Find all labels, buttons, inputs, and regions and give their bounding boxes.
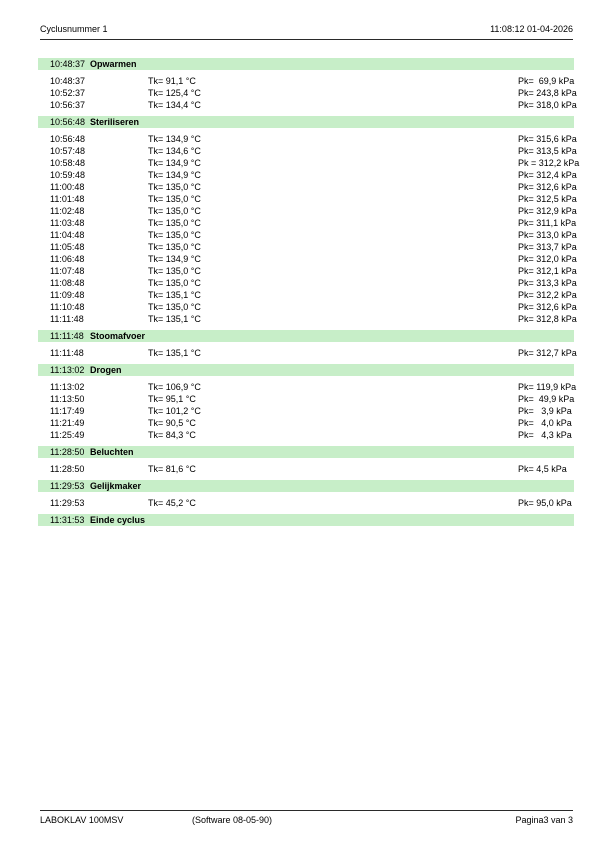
pressure-value: Pk= 312,8 kPa <box>518 314 577 324</box>
section-start-time: 11:31:53 <box>50 515 85 525</box>
pressure-value: Pk= 313,7 kPa <box>518 242 577 252</box>
temperature-value: Tk= 106,9 °C <box>148 382 201 392</box>
log-time: 11:17:49 <box>50 406 85 416</box>
section-start-time: 10:56:48 <box>50 117 86 127</box>
log-time: 11:06:48 <box>50 254 85 264</box>
log-row <box>38 301 577 313</box>
pressure-value: Pk= 243,8 kPa <box>518 88 577 98</box>
log-row <box>38 145 577 157</box>
log-time: 11:09:48 <box>50 290 85 300</box>
log-time: 10:56:48 <box>50 134 86 144</box>
log-time: 11:03:48 <box>50 218 85 228</box>
pressure-value: Pk= 312,1 kPa <box>518 266 577 276</box>
pressure-value: Pk= 312,7 kPa <box>518 348 577 358</box>
section-start-time: 11:13:02 <box>50 365 85 375</box>
report-datetime: 11:08:12 01-04-2026 <box>490 24 573 34</box>
temperature-value: Tk= 134,9 °C <box>148 254 201 264</box>
temperature-value: Tk= 135,0 °C <box>148 194 201 204</box>
log-section <box>38 58 577 111</box>
section-header <box>38 364 574 376</box>
temperature-value: Tk= 95,1 °C <box>148 394 196 404</box>
pressure-value: Pk= 312,2 kPa <box>518 290 577 300</box>
pressure-value: Pk= 4,0 kPa <box>518 418 572 428</box>
temperature-value: Tk= 45,2 °C <box>148 498 196 508</box>
pressure-value: Pk= 312,6 kPa <box>518 182 577 192</box>
log-row <box>38 229 577 241</box>
temperature-value: Tk= 135,0 °C <box>148 278 201 288</box>
log-row <box>38 313 577 325</box>
log-row <box>38 241 577 253</box>
temperature-value: Tk= 135,1 °C <box>148 290 201 300</box>
log-row <box>38 157 580 169</box>
section-rows <box>38 133 580 325</box>
log-row <box>38 417 574 429</box>
temperature-value: Tk= 135,0 °C <box>148 182 201 192</box>
pressure-value: Pk= 311,1 kPa <box>518 218 577 228</box>
log-time: 11:11:48 <box>50 314 84 324</box>
section-name: Einde cyclus <box>90 515 146 525</box>
section-start-time: 10:48:37 <box>50 59 86 69</box>
log-section <box>38 446 574 475</box>
pressure-value: Pk= 312,0 kPa <box>518 254 577 264</box>
pressure-value: Pk= 69,9 kPa <box>518 76 575 86</box>
pressure-value: Pk= 312,5 kPa <box>518 194 577 204</box>
section-name: Drogen <box>90 365 122 375</box>
log-time: 10:58:48 <box>50 158 86 168</box>
section-rows <box>38 381 577 441</box>
log-time: 11:10:48 <box>50 302 85 312</box>
log-time: 10:48:37 <box>50 76 86 86</box>
log-time: 11:01:48 <box>50 194 85 204</box>
temperature-value: Tk= 135,0 °C <box>148 266 201 276</box>
pressure-value: Pk= 119,9 kPa <box>518 382 577 392</box>
page-number: Pagina3 van 3 <box>515 815 573 825</box>
log-row <box>38 265 577 277</box>
temperature-value: Tk= 134,6 °C <box>148 146 201 156</box>
pressure-value: Pk= 3,9 kPa <box>518 406 572 416</box>
temperature-value: Tk= 135,0 °C <box>148 218 201 228</box>
section-name: Steriliseren <box>90 117 140 127</box>
temperature-value: Tk= 81,6 °C <box>148 464 196 474</box>
temperature-value: Tk= 135,0 °C <box>148 242 201 252</box>
section-name: Gelijkmaker <box>90 481 142 491</box>
log-time: 11:05:48 <box>50 242 85 252</box>
log-time: 11:08:48 <box>50 278 85 288</box>
log-time: 10:56:37 <box>50 100 86 110</box>
log-section <box>38 116 580 325</box>
cycle-number-title: Cyclusnummer 1 <box>40 24 108 34</box>
log-row <box>38 169 577 181</box>
pressure-value: Pk= 95,0 kPa <box>518 498 572 508</box>
log-row <box>38 347 577 359</box>
pressure-value: Pk= 312,9 kPa <box>518 206 577 216</box>
section-header <box>38 514 574 526</box>
section-rows <box>38 75 577 111</box>
pressure-value: Pk= 312,6 kPa <box>518 302 577 312</box>
log-section <box>38 514 574 526</box>
temperature-value: Tk= 101,2 °C <box>148 406 201 416</box>
log-time: 10:59:48 <box>50 170 86 180</box>
section-header <box>38 446 574 458</box>
section-rows <box>38 463 574 475</box>
log-row <box>38 205 577 217</box>
device-name: LABOKLAV 100MSV <box>40 815 124 825</box>
pressure-value: Pk= 318,0 kPa <box>518 100 577 110</box>
log-time: 11:07:48 <box>50 266 85 276</box>
log-time: 11:11:48 <box>50 348 84 358</box>
section-name: Stoomafvoer <box>90 331 146 341</box>
report-header <box>40 24 573 40</box>
section-header <box>38 330 574 342</box>
log-section <box>38 330 577 359</box>
log-time: 11:00:48 <box>50 182 85 192</box>
log-time: 11:21:49 <box>50 418 85 428</box>
temperature-value: Tk= 135,0 °C <box>148 302 201 312</box>
section-header <box>38 480 574 492</box>
temperature-value: Tk= 135,0 °C <box>148 230 201 240</box>
log-row <box>38 497 574 509</box>
log-section <box>38 364 577 441</box>
log-row <box>38 193 577 205</box>
pressure-value: Pk= 4,3 kPa <box>518 430 572 440</box>
log-row <box>38 99 577 111</box>
log-time: 11:13:50 <box>50 394 85 404</box>
log-row <box>38 381 577 393</box>
report-footer <box>40 810 573 825</box>
section-header <box>38 58 574 70</box>
section-start-time: 11:29:53 <box>50 481 85 491</box>
log-time: 11:13:02 <box>50 382 85 392</box>
log-row <box>38 133 577 145</box>
temperature-value: Tk= 135,0 °C <box>148 206 201 216</box>
pressure-value: Pk= 313,5 kPa <box>518 146 577 156</box>
log-time: 11:04:48 <box>50 230 85 240</box>
temperature-value: Tk= 134,9 °C <box>148 158 201 168</box>
log-row <box>38 429 574 441</box>
log-time: 11:25:49 <box>50 430 85 440</box>
log-row <box>38 289 577 301</box>
section-name: Opwarmen <box>90 59 137 69</box>
log-time: 10:57:48 <box>50 146 86 156</box>
section-start-time: 11:28:50 <box>50 447 85 457</box>
log-time: 11:02:48 <box>50 206 85 216</box>
log-row <box>38 87 577 99</box>
temperature-value: Tk= 135,1 °C <box>148 314 201 324</box>
log-row <box>38 277 577 289</box>
temperature-value: Tk= 134,9 °C <box>148 170 201 180</box>
section-rows <box>38 497 574 509</box>
log-row <box>38 181 577 193</box>
temperature-value: Tk= 91,1 °C <box>148 76 196 86</box>
section-rows <box>38 347 577 359</box>
pressure-value: Pk = 312,2 kPa <box>518 158 580 168</box>
temperature-value: Tk= 90,5 °C <box>148 418 196 428</box>
temperature-value: Tk= 125,4 °C <box>148 88 201 98</box>
log-row <box>38 463 574 475</box>
pressure-value: Pk= 49,9 kPa <box>518 394 575 404</box>
section-name: Beluchten <box>90 447 134 457</box>
software-version: (Software 08-05-90) <box>192 815 273 825</box>
pressure-value: Pk= 4,5 kPa <box>518 464 567 474</box>
log-row <box>38 217 577 229</box>
temperature-value: Tk= 134,9 °C <box>148 134 201 144</box>
section-start-time: 11:11:48 <box>50 331 84 341</box>
log-time: 11:29:53 <box>50 498 85 508</box>
log-time: 10:52:37 <box>50 88 86 98</box>
log-row <box>38 405 574 417</box>
section-header <box>38 116 574 128</box>
pressure-value: Pk= 312,4 kPa <box>518 170 577 180</box>
log-section <box>38 480 574 509</box>
pressure-value: Pk= 313,0 kPa <box>518 230 577 240</box>
pressure-value: Pk= 315,6 kPa <box>518 134 577 144</box>
temperature-value: Tk= 84,3 °C <box>148 430 196 440</box>
temperature-value: Tk= 134,4 °C <box>148 100 201 110</box>
log-time: 11:28:50 <box>50 464 85 474</box>
log-row <box>38 253 577 265</box>
log-sections <box>38 58 580 531</box>
log-row <box>38 393 574 405</box>
pressure-value: Pk= 313,3 kPa <box>518 278 577 288</box>
log-row <box>38 75 574 87</box>
temperature-value: Tk= 135,1 °C <box>148 348 201 358</box>
